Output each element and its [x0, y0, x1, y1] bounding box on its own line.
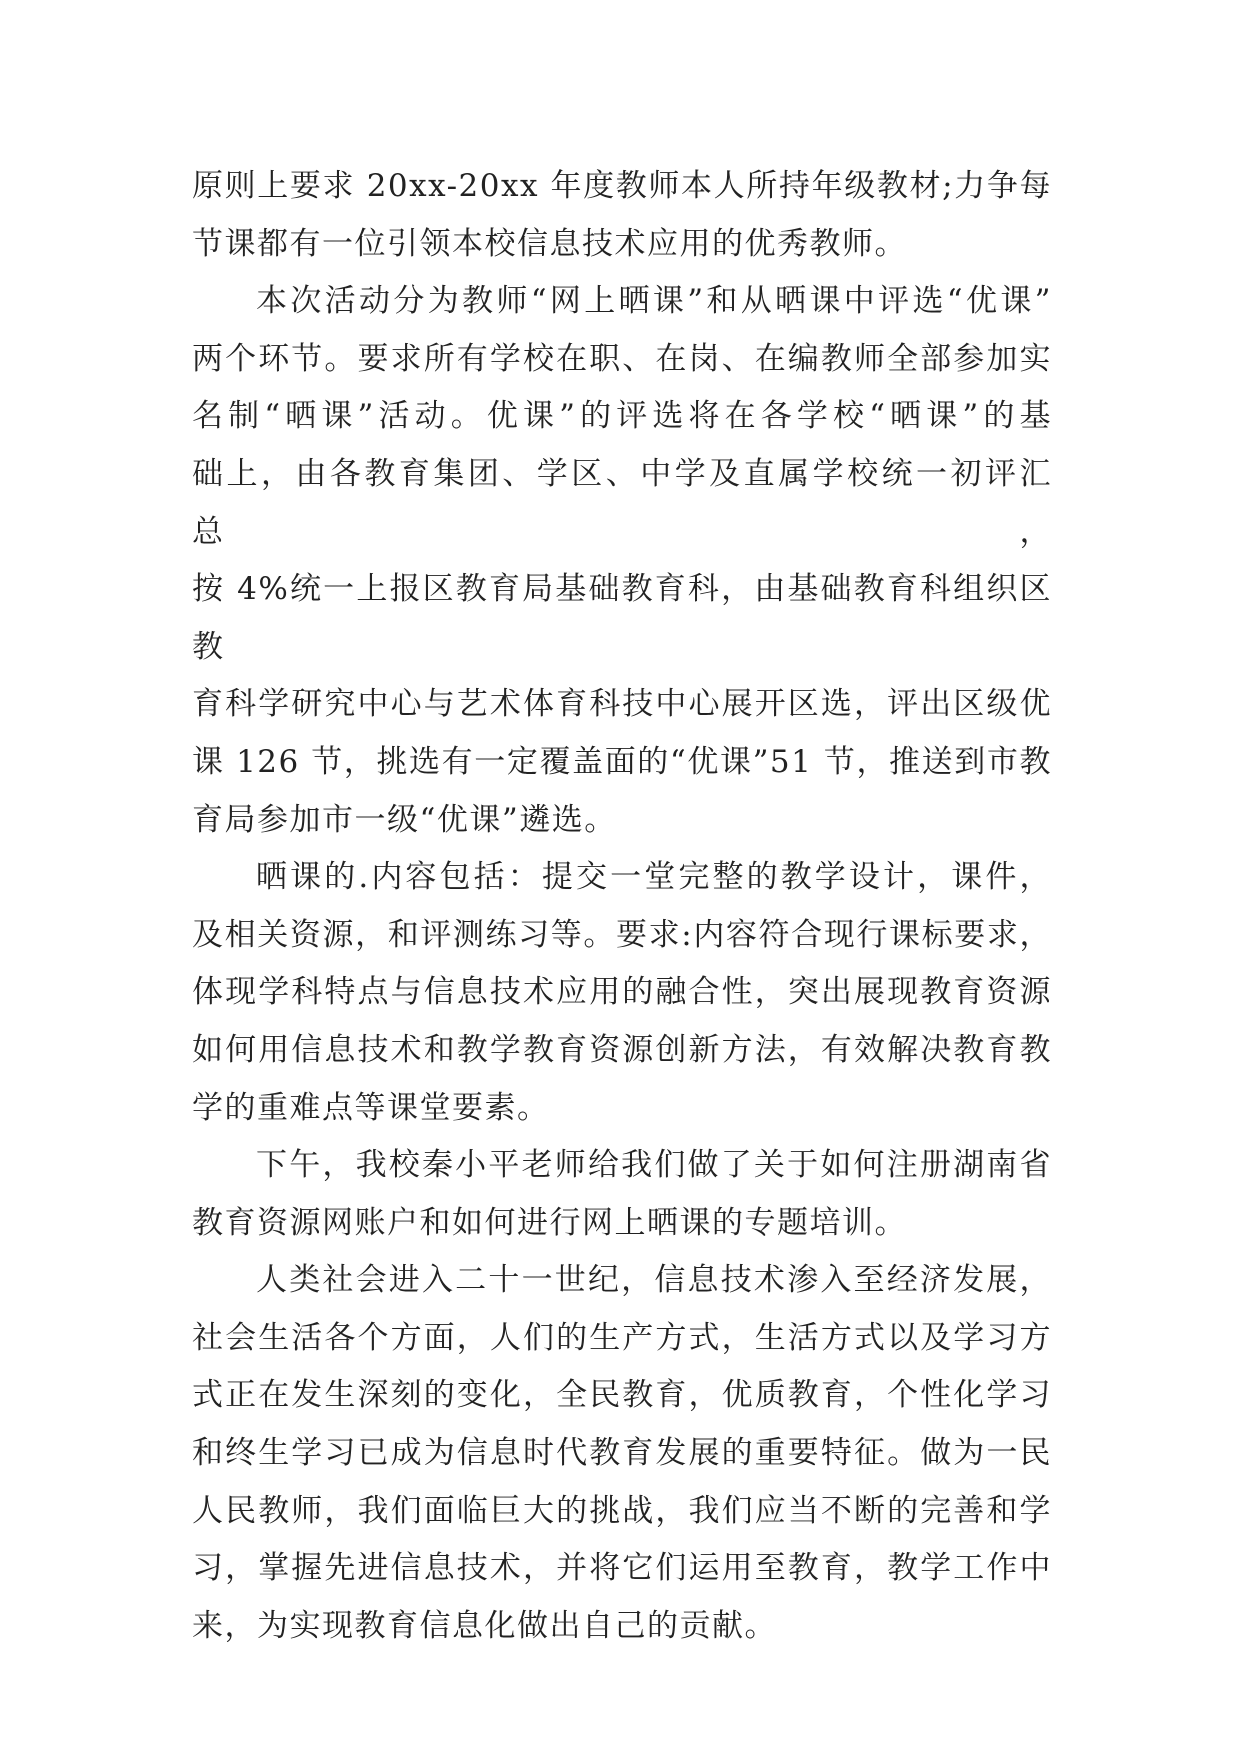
text-line: 教育资源网账户和如何进行网上晒课的专题培训。 [192, 1204, 907, 1241]
text-line: 育局参加市一级“优课”遴选。 [192, 801, 617, 838]
text-line: 体现学科特点与信息技术应用的融合性，突出展现教育资源 [192, 974, 1052, 1011]
text-line: 本次活动分为教师“网上晒课”和从晒课中评选“优课” [256, 283, 1052, 320]
paragraph-5 [192, 1252, 1052, 1655]
text-line: 按 4%统一上报区教育局基础教育科，由基础教育科组织区教 [192, 571, 1052, 665]
text-line: 育科学研究中心与艺术体育科技中心展开区选，评出区级优 [192, 686, 1052, 723]
text-line: 下午，我校秦小平老师给我们做了关于如何注册湖南省 [256, 1147, 1052, 1184]
text-line: 人类社会进入二十一世纪，信息技术渗入至经济发展， [256, 1262, 1052, 1299]
text-line: 和终生学习已成为信息时代教育发展的重要特征。做为一民 [192, 1435, 1052, 1472]
text-line: 习，掌握先进信息技术，并将它们运用至教育，教学工作中 [192, 1550, 1052, 1587]
paragraph-1 [192, 158, 1052, 273]
text-line: 节课都有一位引领本校信息技术应用的优秀教师。 [192, 225, 907, 262]
text-line: 式正在发生深刻的变化，全民教育，优质教育，个性化学习 [192, 1377, 1052, 1414]
text-line: 学的重难点等课堂要素。 [192, 1089, 550, 1126]
paragraph-2 [192, 273, 1052, 849]
text-line: 来，为实现教育信息化做出自己的贡献。 [192, 1607, 777, 1644]
text-line: 原则上要求 20xx-20xx 年度教师本人所持年级教材;力争每 [192, 168, 1052, 204]
text-line: 名制“晒课”活动。优课”的评选将在各学校“晒课”的基 [192, 398, 1052, 435]
text-line: 晒课的.内容包括：提交一堂完整的教学设计，课件， [256, 859, 1052, 896]
paragraph-3 [192, 849, 1052, 1137]
text-line: 人民教师，我们面临巨大的挑战，我们应当不断的完善和学 [192, 1492, 1052, 1529]
text-line: 两个环节。要求所有学校在职、在岗、在编教师全部参加实 [192, 340, 1052, 377]
text-line: 社会生活各个方面，人们的生产方式，生活方式以及学习方 [192, 1319, 1052, 1356]
text-line: 础上，由各教育集团、学区、中学及直属学校统一初评汇总， [192, 455, 1052, 550]
paragraph-4 [192, 1137, 1052, 1252]
text-line: 如何用信息技术和教学教育资源创新方法，有效解决教育教 [192, 1031, 1052, 1068]
document-body [192, 158, 1052, 1655]
text-line: 及相关资源，和评测练习等。要求:内容符合现行课标要求， [192, 916, 1052, 953]
text-line: 课 126 节，挑选有一定覆盖面的“优课”51 节，推送到市教 [192, 743, 1052, 780]
